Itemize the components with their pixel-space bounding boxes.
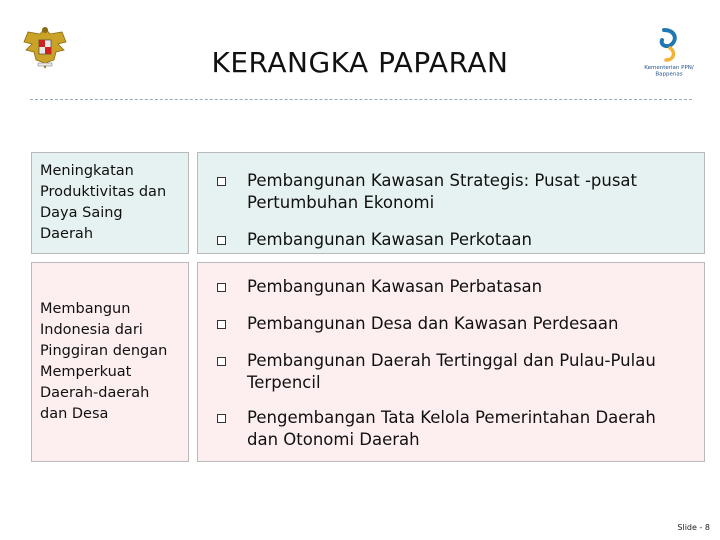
- square-bullet-icon: [217, 283, 226, 292]
- square-bullet-icon: [217, 357, 226, 366]
- list-item-text: Pengembangan Tata Kelola Pemerintahan Daerah dan Otonomi Daerah: [247, 408, 656, 449]
- list-item-text: Pembangunan Desa dan Kawasan Perdesaan: [247, 314, 619, 333]
- page-title: KERANGKA PAPARAN: [211, 46, 509, 79]
- square-bullet-icon: [217, 414, 226, 423]
- square-bullet-icon: [217, 177, 226, 186]
- group-label-1: Meningkatan Produktivitas dan Daya Saing Daerah: [40, 163, 167, 242]
- slide-number: Slide - 8: [677, 523, 710, 532]
- logo-text-1: Kementerian PPN/: [644, 65, 694, 71]
- group-label-box-1: [31, 152, 189, 254]
- group-label-2: Membangun Indonesia dari Pinggiran dengan Memperkuat Daerah-daerah dan Desa: [40, 301, 168, 422]
- square-bullet-icon: [217, 236, 226, 245]
- list-item-text: Pembangunan Kawasan Perkotaan: [247, 230, 532, 249]
- logo-text-2: Bappenas: [655, 71, 683, 78]
- square-bullet-icon: [217, 320, 226, 329]
- title-divider: [30, 99, 692, 100]
- list-item-text: Pembangunan Kawasan Perbatasan: [247, 277, 543, 296]
- list-item-text: Pembangunan Kawasan Strategis: Pusat -pusat Pertumbuhan Ekonomi: [247, 171, 638, 212]
- group-label-box-2: [31, 262, 189, 462]
- list-item-text: Pembangunan Daerah Tertinggal dan Pulau-Pulau Terpencil: [247, 351, 656, 392]
